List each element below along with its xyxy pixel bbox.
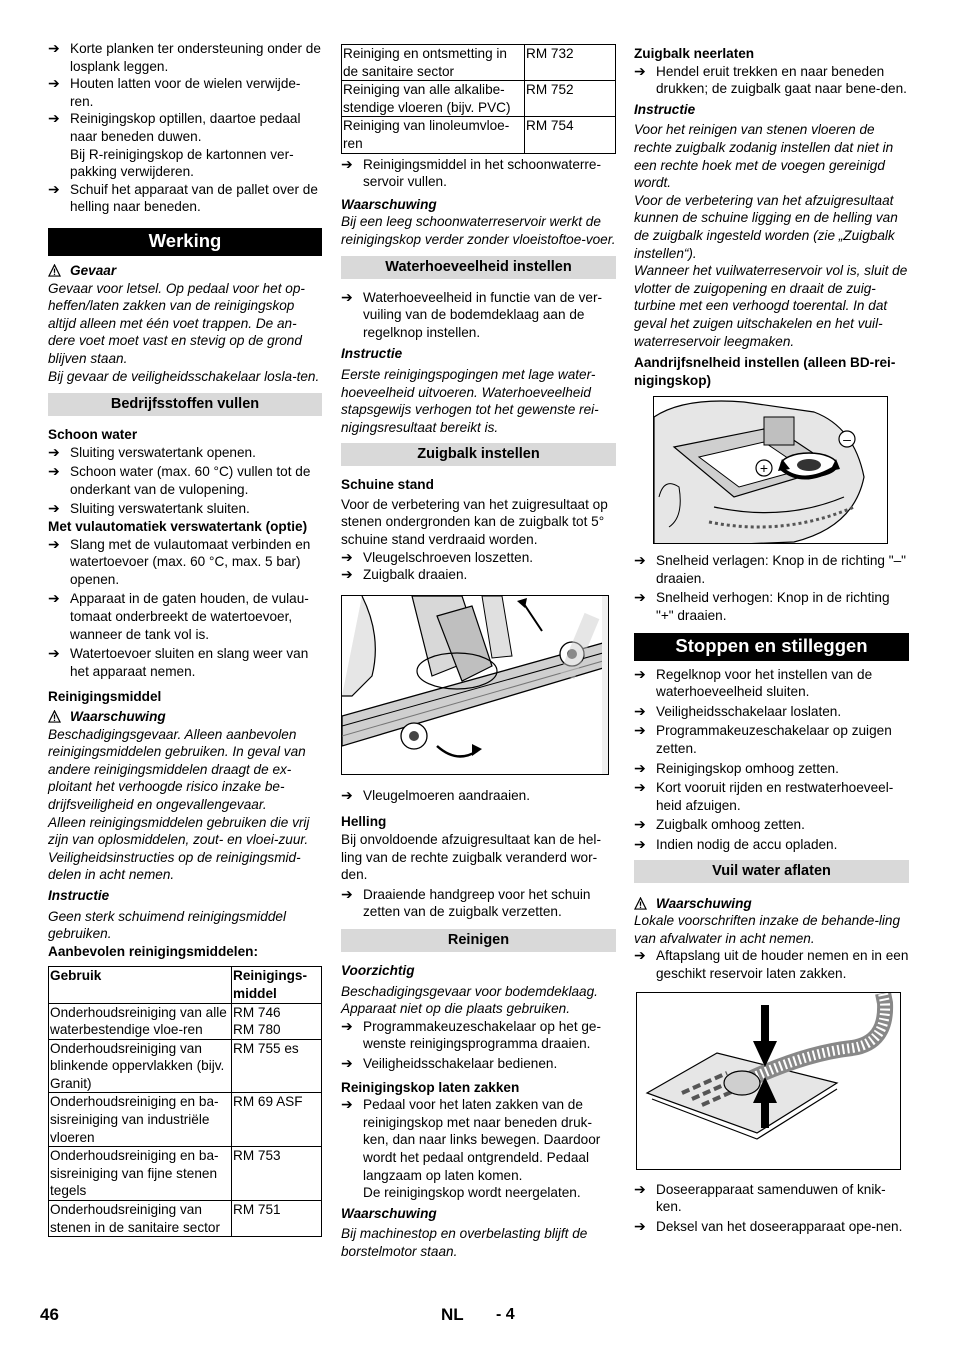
danger-text-2: Bij gevaar de veiligheidsschakelaar losla-ten. xyxy=(48,368,320,384)
speed-knob-illustration xyxy=(654,397,888,544)
subsection-heading: Vuil water aflaten xyxy=(634,860,909,883)
arrow-icon: ➔ xyxy=(341,1017,353,1034)
subheading: Reinigingskop laten zakken xyxy=(341,1079,520,1095)
list-item: ➔ Reinigingskop omhoog zetten. xyxy=(634,759,839,776)
table-row: Reiniging van linoleumvloe-ren RM 754 xyxy=(342,117,616,153)
table-row: Onderhoudsreiniging van stenen in de sanitaire sector RM 751 xyxy=(49,1201,322,1237)
table-row: Onderhoudsreiniging en ba-sisreiniging van industriële vloeren RM 69 ASF xyxy=(49,1093,322,1147)
list-item: ➔ Programmakeuzeschakelaar op het ge-wenste reinigingsprogramma draaien. xyxy=(341,1017,602,1052)
arrow-icon: ➔ xyxy=(634,836,646,852)
arrow-icon: ➔ xyxy=(634,759,646,776)
list-item: ➔ Waterhoeveelheid in functie van de ver-vuiling van de bodemdeklaag aan de regelknop instellen. xyxy=(341,288,603,340)
danger-text: Gevaar voor letsel. Op pedaal voor het op-heffen/laten zakken van de reinigingskop altijd alleen met één voet trappen. De an-dere voet moet vast en stevig op de grond blijven staan. xyxy=(48,280,305,366)
arrow-icon: ➔ xyxy=(48,463,60,480)
detergent-table xyxy=(48,966,322,1237)
subheading: Zuigbalk neerlaten xyxy=(634,46,755,61)
warning-text: Bij machinestop en overbelasting blijft de borstelmotor staan. xyxy=(341,1226,588,1259)
list-item: ➔ Reinigingsmiddel in het schoonwaterre-servoir vullen. xyxy=(341,155,602,190)
arrow-icon: ➔ xyxy=(341,1096,353,1113)
list-item: ➔ Vleugelmoeren aandraaien. xyxy=(341,786,531,803)
warning-triangle-icon xyxy=(48,264,61,277)
warning-text: Veiligheidsinstructies op de reinigingsmid-delen in acht nemen. xyxy=(48,849,301,883)
list-item: ➔ Hendel eruit trekken en naar beneden drukken; de zuigbalk gaat naar bene-den. xyxy=(634,62,907,97)
arrow-icon: ➔ xyxy=(48,180,60,197)
section-heading-werking: Werking xyxy=(48,228,322,256)
arrow-icon: ➔ xyxy=(634,62,646,79)
list-item: ➔ Indien nodig de accu opladen. xyxy=(634,836,838,852)
list-item: ➔ Snelheid verhogen: Knop in de richting "+" draaien. xyxy=(634,589,890,624)
table-row: Onderhoudsreiniging van blinkende oppervlakken (bijv. Granit) RM 755 es xyxy=(49,1039,322,1093)
list-item: ➔ Zuigbalk omhoog zetten. xyxy=(634,816,805,833)
warning-triangle-icon xyxy=(48,710,61,723)
warning-text: Alleen reinigingsmiddelen gebruiken die vrij zijn van oplosmiddelen, zout- en vloei-zuur. xyxy=(48,814,310,848)
arrow-icon: ➔ xyxy=(341,1054,353,1071)
arrow-icon: ➔ xyxy=(341,288,353,305)
note-label: Instructie xyxy=(634,101,696,117)
subheading: Met vulautomatiek verswatertank (optie) xyxy=(48,519,308,535)
list-item: ➔ Reinigingskop optillen, daartoe pedaal naar beneden duwen. xyxy=(48,110,301,144)
arrow-icon: ➔ xyxy=(341,786,353,803)
column-1 xyxy=(48,40,322,1237)
warning-label: Waarschuwing xyxy=(48,708,322,726)
warning-text: Bij een leeg schoonwaterreservoir werkt de reinigingskop verder zonder vloeistoftoe-voer. xyxy=(341,214,616,247)
column-3 xyxy=(634,45,909,1235)
note-text: De reinigingskop wordt neergelaten. xyxy=(363,1185,581,1201)
body-text: Bij onvoldoende afzuigresultaat kan de hel-ling van de rechte zuigbalk veranderd wor-den. xyxy=(341,832,601,883)
warning-text: Lokale voorschriften inzake de behande-ling van afvalwater in acht nemen. xyxy=(634,913,901,946)
caution-text: Beschadigingsgevaar voor bodemdeklaag. Apparaat niet op die plaats gebruiken. xyxy=(341,983,598,1017)
arrow-icon: ➔ xyxy=(48,500,60,517)
subheading: Helling xyxy=(341,814,387,830)
list-item: ➔ Doseerapparaat samenduwen of knik-ken. xyxy=(634,1180,886,1215)
speed-knob-figure xyxy=(653,396,888,544)
arrow-icon: ➔ xyxy=(634,552,646,569)
list-item: ➔ Aftapslang uit de houder nemen en in een geschikt reservoir laten zakken. xyxy=(634,947,909,981)
list-item: ➔ Houten latten voor de wielen verwijde-ren. xyxy=(48,75,301,109)
list-item: ➔ Veiligheidsschakelaar loslaten. xyxy=(634,702,842,719)
warning-label: Waarschuwing xyxy=(634,895,909,913)
note-text: Geen sterk schuimend reinigingsmiddel gebruiken. xyxy=(48,908,287,942)
column-2 xyxy=(341,44,616,1261)
arrow-icon: ➔ xyxy=(634,947,646,964)
squeegee-figure xyxy=(341,595,609,775)
arrow-icon: ➔ xyxy=(634,722,646,739)
drain-hose-illustration xyxy=(637,993,901,1170)
plus-sign: + xyxy=(759,460,769,477)
minus-sign: – xyxy=(843,431,851,448)
caution-label: Voorzichtig xyxy=(341,963,415,978)
arrow-icon: ➔ xyxy=(634,1180,646,1197)
table-header: Gebruik xyxy=(49,967,232,1003)
warning-label: Waarschuwing xyxy=(341,1205,437,1221)
body-text: Voor de verbetering van het zuigresultaat op stenen ondergronden kan de zuigbalk tot 5° schuine stand verdraaid worden. xyxy=(341,496,608,548)
list-item: ➔ Slang met de vulautomaat verbinden en watertoevoer (max. 60 °C, max. 5 bar) openen. xyxy=(48,535,311,587)
drain-hose-figure xyxy=(636,992,901,1170)
table-header-row xyxy=(49,967,322,1003)
subheading: Aanbevolen reinigingsmiddelen: xyxy=(48,943,258,959)
list-item: ➔ Programmakeuzeschakelaar op zuigen zetten. xyxy=(634,722,892,757)
list-item: ➔ Pedaal voor het laten zakken van de reinigingskop met naar beneden druk-ken, dan naar links bewegen. Daardoor wordt het pedaal ontgrendeld. Pedaal langzaam op laten komen. xyxy=(341,1096,601,1183)
danger-label: Gevaar xyxy=(48,262,322,280)
list-item: ➔ Apparaat in de gaten houden, de vulau-tomaat onderbreekt de watertoevoer, wanneer de tank vol is. xyxy=(48,590,309,642)
list-item: ➔ Korte planken ter ondersteuning onder de losplank leggen. xyxy=(48,40,321,74)
list-item: ➔ Sluiting verswatertank sluiten. xyxy=(48,500,250,517)
list-item: ➔ Regelknop voor het instellen van de waterhoeveelheid sluiten. xyxy=(634,665,873,700)
list-item: ➔ Watertoevoer sluiten en slang weer van het apparaat nemen. xyxy=(48,645,309,679)
arrow-icon: ➔ xyxy=(48,443,60,460)
note-text: Bij R-reinigingskop de kartonnen ver-pakking verwijderen. xyxy=(70,146,294,180)
list-item: ➔ Deksel van het doseerapparaat ope-nen. xyxy=(634,1217,903,1234)
arrow-icon: ➔ xyxy=(48,590,60,607)
arrow-icon: ➔ xyxy=(48,535,60,552)
arrow-icon: ➔ xyxy=(634,816,646,833)
note-label: Instructie xyxy=(48,887,110,903)
page-number: 46 xyxy=(40,1305,59,1324)
list-item: ➔ Zuigbalk draaien. xyxy=(341,566,468,583)
subheading: Reinigingsmiddel xyxy=(48,689,162,705)
arrow-icon: ➔ xyxy=(48,110,60,127)
section-heading-stoppen: Stoppen en stilleggen xyxy=(634,633,909,661)
arrow-icon: ➔ xyxy=(341,885,353,902)
arrow-icon: ➔ xyxy=(634,589,646,606)
note-label: Instructie xyxy=(341,346,403,362)
list-item: ➔ Schuif het apparaat van de pallet over de helling naar beneden. xyxy=(48,180,318,215)
list-item: ➔ Veiligheidsschakelaar bedienen. xyxy=(341,1054,558,1071)
detergent-table-continued xyxy=(341,44,616,154)
arrow-icon: ➔ xyxy=(634,702,646,719)
squeegee-illustration xyxy=(342,596,609,775)
arrow-icon: ➔ xyxy=(634,665,646,682)
note-text: Voor het reinigen van stenen vloeren de rechte zuigbalk zodanig instellen dat niet in een rechte hoek met de voegen gereinigd wordt. xyxy=(634,122,894,191)
page-sub-number: - 4 xyxy=(496,1306,515,1323)
subheading: Aandrijfsnelheid instellen (alleen BD-rei-nigingskop) xyxy=(634,355,896,388)
warning-label: Waarschuwing xyxy=(341,196,437,212)
arrow-icon: ➔ xyxy=(48,645,60,662)
list-item: ➔ Draaiende handgreep voor het schuin zetten van de zuigbalk verzetten. xyxy=(341,885,591,920)
list-item: ➔ Kort vooruit rijden en restwaterhoeveel-heid afzuigen. xyxy=(634,779,894,813)
arrow-icon: ➔ xyxy=(341,566,353,583)
subsection-heading: Reinigen xyxy=(341,929,616,952)
table-row: Reiniging van alle alkalibe-stendige vloeren (bijv. PVC) RM 752 xyxy=(342,81,616,117)
table-row: Onderhoudsreiniging van alle waterbestendige vloe-ren RM 746 RM 780 xyxy=(49,1003,322,1039)
list-item: ➔ Sluiting verswatertank openen. xyxy=(48,443,256,460)
note-text: Eerste reinigingspogingen met lage water-hoeveelheid uitvoeren. Waterhoeveelheid stapsgewijs verhogen tot het gewenste rei-nigingsresultaat bereikt is. xyxy=(341,366,599,435)
subsection-heading: Zuigbalk instellen xyxy=(341,443,616,466)
warning-triangle-icon xyxy=(634,897,647,910)
list-item: ➔ Vleugelschroeven loszetten. xyxy=(341,548,534,565)
subsection-heading: Bedrijfsstoffen vullen xyxy=(48,393,322,416)
arrow-icon: ➔ xyxy=(341,155,353,172)
table-row: Onderhoudsreiniging en ba-sisreiniging van fijne stenen tegels RM 753 xyxy=(49,1147,322,1201)
list-item: ➔ Schoon water (max. 60 °C) vullen tot de onderkant van de vulopening. xyxy=(48,463,311,497)
list-item: ➔ Snelheid verlagen: Knop in de richting "–" draaien. xyxy=(634,552,906,586)
note-text: Voor de verbetering van het afzuigresultaat kunnen de schuine ligging en de helling van de zuigbalk ingesteld worden (zie „Zuigbalk instellen“). xyxy=(634,192,898,261)
subheading: Schoon water xyxy=(48,427,138,443)
note-text: Wanneer het vuilwaterreservoir vol is, sluit de vlotter de zuigopening en draait de zuig-turbine met een verhoogd toerental. In dat geval het zuigen uitschakelen en het vuil-waterreservoir leegmaken. xyxy=(634,263,908,349)
subsection-heading: Waterhoeveelheid instellen xyxy=(341,256,616,279)
language-code: NL xyxy=(441,1305,464,1324)
arrow-icon: ➔ xyxy=(634,1217,646,1234)
subheading: Schuine stand xyxy=(341,477,434,493)
arrow-icon: ➔ xyxy=(48,40,60,56)
table-header: Reinigings-middel xyxy=(232,967,322,1003)
arrow-icon: ➔ xyxy=(48,75,60,92)
arrow-icon: ➔ xyxy=(341,548,353,565)
table-row: Reiniging en ontsmetting in de sanitaire sector RM 732 xyxy=(342,45,616,81)
arrow-icon: ➔ xyxy=(634,779,646,796)
warning-text: Beschadigingsgevaar. Alleen aanbevolen reinigingsmiddelen gebruiken. In geval van andere reinigingsmiddelen draagt de ex-ploitant het verhoogde risico inzake be-drijfsveiligheid en ongevallengevaar. xyxy=(48,726,306,812)
